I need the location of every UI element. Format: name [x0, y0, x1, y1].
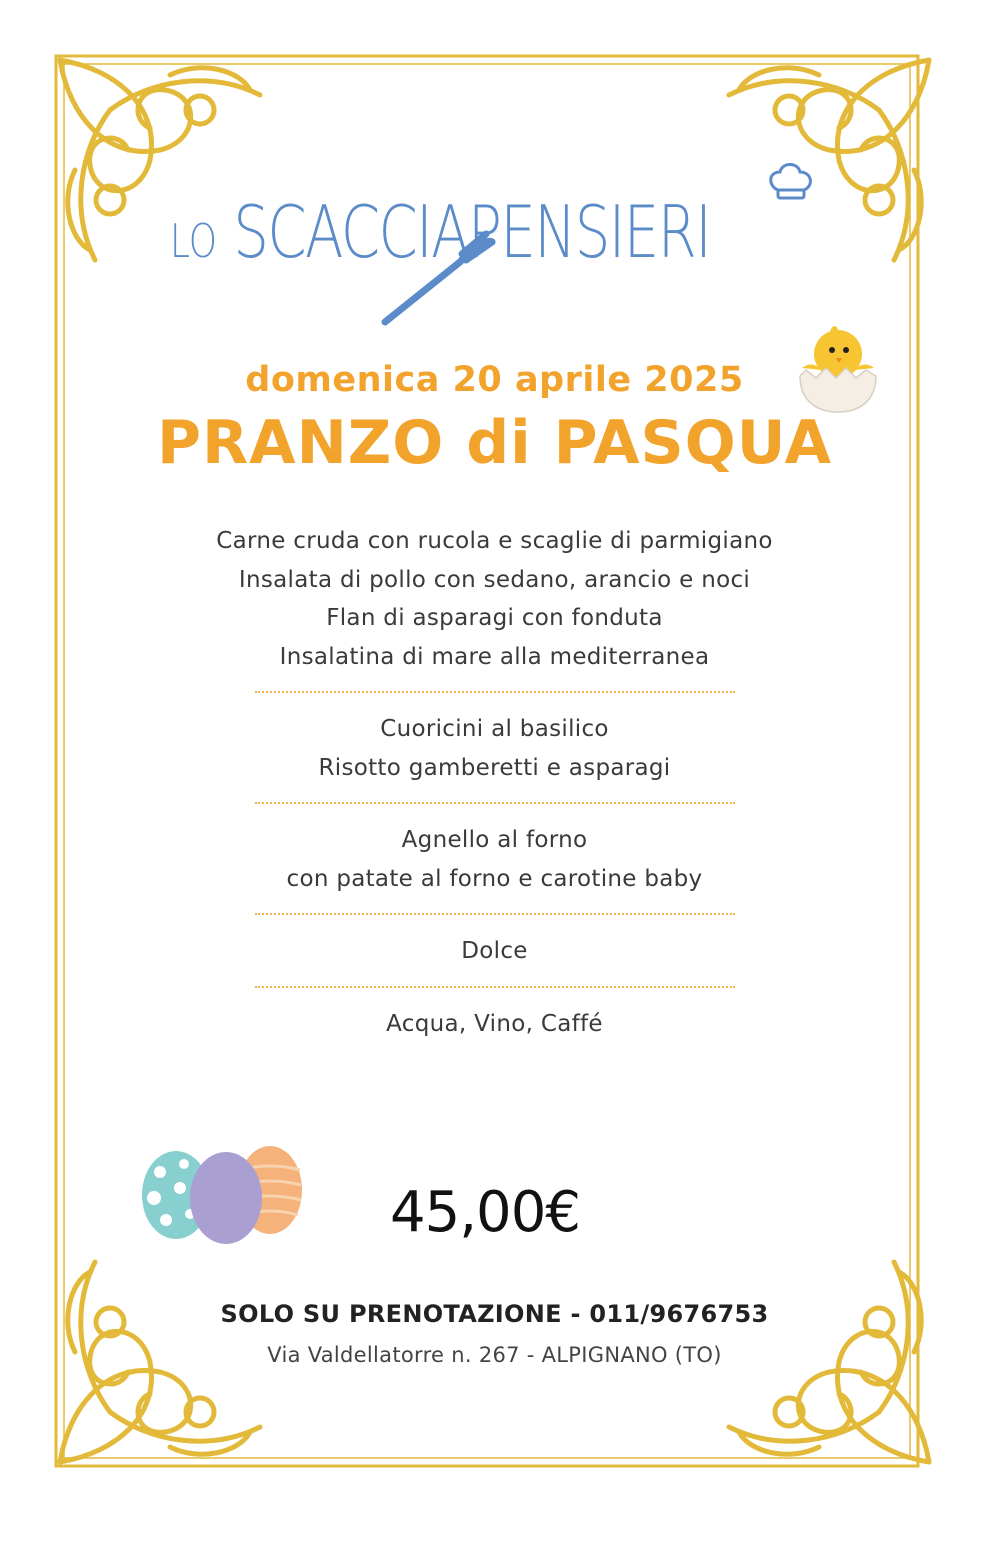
dish-item: Dolce	[461, 938, 528, 964]
event-date: domenica 20 aprile 2025	[245, 360, 744, 400]
dish-item: Cuoricini al basilico	[380, 716, 609, 742]
course-secondi	[180, 821, 809, 898]
dish-item: Insalata di pollo con sedano, arancio e noci	[238, 566, 751, 593]
course-antipasti	[180, 522, 809, 676]
logo-prefix: LO	[170, 214, 217, 268]
easter-eggs-icon	[140, 1140, 310, 1250]
course-divider	[255, 802, 735, 805]
menu-price: 45,00€	[390, 1180, 580, 1245]
chef-hat-icon	[771, 165, 811, 199]
course-divider	[255, 913, 735, 916]
fork-icon	[170, 150, 830, 340]
menu-list	[180, 522, 809, 1043]
dish-item: Agnello al forno	[401, 827, 588, 853]
dish-item: Risotto gamberetti e asparagi	[318, 754, 671, 781]
dish-item: con patate al forno e carotine baby	[286, 865, 703, 892]
logo-name: SCACCIAPENSIERI	[233, 190, 711, 274]
dish-item: Flan di asparagi con fonduta	[326, 605, 663, 631]
reservation-phone: SOLO SU PRENOTAZIONE - 011/9676753	[220, 1300, 769, 1328]
course-dolce	[180, 932, 809, 971]
dish-item: Insalatina di mare alla mediterranea	[279, 643, 710, 670]
course-primi	[180, 710, 809, 787]
event-title: PRANZO di PASQUA	[156, 408, 833, 478]
restaurant-logo	[170, 150, 830, 340]
course-bevande	[180, 1005, 809, 1044]
course-divider	[255, 986, 735, 989]
course-divider	[255, 691, 735, 694]
restaurant-address: Via Valdellatorre n. 267 - ALPIGNANO (TO)	[267, 1343, 722, 1367]
dish-item: Acqua, Vino, Caffé	[386, 1010, 603, 1037]
dish-item: Carne cruda con rucola e scaglie di parmigiano	[216, 528, 773, 554]
